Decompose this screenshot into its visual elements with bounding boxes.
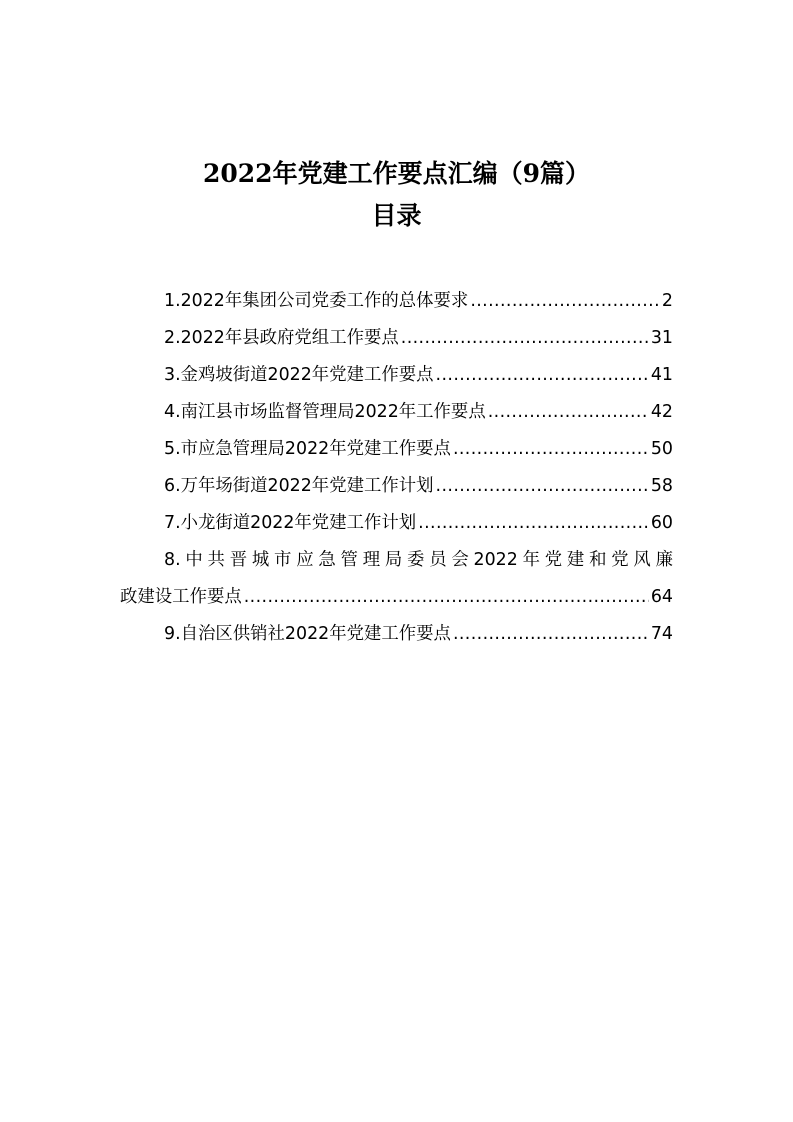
toc-entry-1[interactable] bbox=[120, 283, 673, 320]
toc-entry-page: 64 bbox=[650, 587, 673, 607]
toc-heading: 目录 bbox=[371, 201, 422, 230]
toc-entry-title: 4.南江县市场监督管理局2022年工作要点 bbox=[164, 402, 486, 422]
toc-entry-4[interactable] bbox=[120, 394, 673, 431]
dot-leader bbox=[453, 616, 649, 653]
toc-entry-9[interactable] bbox=[120, 616, 673, 653]
toc-entry-page: 50 bbox=[650, 439, 673, 459]
dot-leader bbox=[470, 283, 660, 320]
toc-entry-2[interactable] bbox=[120, 320, 673, 357]
dot-leader bbox=[436, 468, 649, 505]
toc-entry-page: 2 bbox=[661, 291, 673, 311]
toc-entry-title: 9.自治区供销社2022年党建工作要点 bbox=[164, 624, 451, 644]
toc-entry-title: 2.2022年县政府党组工作要点 bbox=[164, 328, 399, 348]
dot-leader bbox=[453, 431, 649, 468]
dot-leader bbox=[401, 320, 649, 357]
toc-entry-8[interactable] bbox=[120, 542, 673, 616]
toc-entry-5[interactable] bbox=[120, 431, 673, 468]
dot-leader bbox=[244, 579, 649, 616]
dot-leader bbox=[418, 505, 649, 542]
toc-entry-page: 74 bbox=[650, 624, 673, 644]
toc-entry-title: 6.万年场街道2022年党建工作计划 bbox=[164, 476, 434, 496]
toc-entry-page: 41 bbox=[650, 365, 673, 385]
toc-entry-title: 1.2022年集团公司党委工作的总体要求 bbox=[164, 291, 469, 311]
toc-entry-page: 42 bbox=[650, 402, 673, 422]
toc-entry-title: 7.小龙街道2022年党建工作计划 bbox=[164, 513, 417, 533]
dot-leader bbox=[436, 357, 649, 394]
toc-entry-title: 5.市应急管理局2022年党建工作要点 bbox=[164, 439, 451, 459]
toc-entry-page: 58 bbox=[650, 476, 673, 496]
toc-entry-page: 31 bbox=[650, 328, 673, 348]
toc-entry-7[interactable] bbox=[120, 505, 673, 542]
toc-entry-title: 3.金鸡坡街道2022年党建工作要点 bbox=[164, 365, 434, 385]
toc-entry-title-line2: 政建设工作要点 bbox=[120, 587, 242, 607]
toc-entry-title-line1: 8.中共晋城市应急管理局委员会2022年党建和党风廉 bbox=[164, 550, 673, 570]
toc-entry-3[interactable] bbox=[120, 357, 673, 394]
table-of-contents bbox=[120, 283, 673, 653]
toc-entry-page: 60 bbox=[650, 513, 673, 533]
dot-leader bbox=[488, 394, 649, 431]
toc-entry-6[interactable] bbox=[120, 468, 673, 505]
document-title: 2022年党建工作要点汇编（9篇） bbox=[203, 159, 590, 188]
